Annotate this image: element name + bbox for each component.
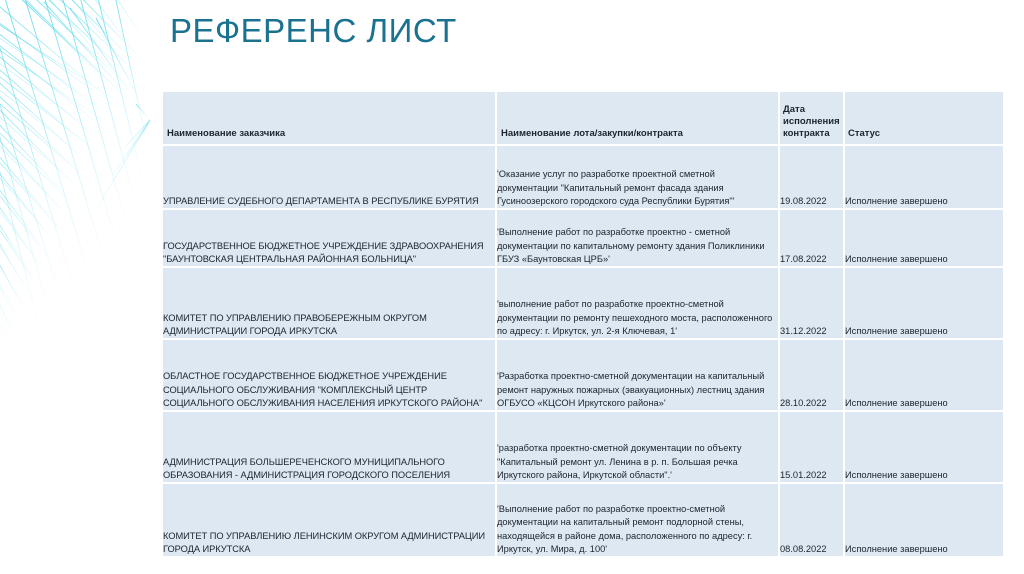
cell-lot: 'Разработка проектно-сметной документации на капитальный ремонт наружных пожарных (эвакуационных) лестниц здания ОГБУСО «КЦСОН Иркутского района»'	[497, 340, 780, 412]
cell-customer: КОМИТЕТ ПО УПРАВЛЕНИЮ ЛЕНИНСКИМ ОКРУГОМ АДМИНИСТРАЦИИ ГОРОДА ИРКУТСКА	[163, 484, 497, 558]
cell-customer: АДМИНИСТРАЦИЯ БОЛЬШЕРЕЧЕНСКОГО МУНИЦИПАЛЬНОГО ОБРАЗОВАНИЯ - АДМИНИСТРАЦИЯ ГОРОДСКОГО ПОСЕЛЕНИЯ	[163, 412, 497, 484]
cell-lot: 'Оказание услуг по разработке проектной сметной документации "Капитальный ремонт фасада здания Гусиноозерского городского суда Республики Бурятия"'	[497, 146, 780, 210]
column-header-customer	[163, 92, 497, 146]
cell-customer: КОМИТЕТ ПО УПРАВЛЕНИЮ ПРАВОБЕРЕЖНЫМ ОКРУГОМ АДМИНИСТРАЦИИ ГОРОДА ИРКУТСКА	[163, 268, 497, 340]
cell-customer: УПРАВЛЕНИЕ СУДЕБНОГО ДЕПАРТАМЕНТА В РЕСПУБЛИКЕ БУРЯТИЯ	[163, 146, 497, 210]
cell-status: Исполнение завершено	[845, 412, 1003, 484]
column-header-customer-label: Наименование заказчика	[167, 128, 286, 139]
column-header-date	[780, 92, 845, 146]
table-row	[163, 412, 1003, 484]
column-header-lot	[497, 92, 780, 146]
cell-status: Исполнение завершено	[845, 484, 1003, 558]
cell-date: 17.08.2022	[780, 210, 845, 268]
table-row	[163, 268, 1003, 340]
table-row	[163, 484, 1003, 558]
cell-lot: 'Выполнение работ по разработке проектно - сметной документации по капитальному ремонту здания Поликлиники ГБУЗ «Баунтовская ЦРБ»'	[497, 210, 780, 268]
cell-customer: ГОСУДАРСТВЕННОЕ БЮДЖЕТНОЕ УЧРЕЖДЕНИЕ ЗДРАВООХРАНЕНИЯ "БАУНТОВСКАЯ ЦЕНТРАЛЬНАЯ РАЙОННАЯ БОЛЬНИЦА"	[163, 210, 497, 268]
cell-date: 19.08.2022	[780, 146, 845, 210]
page-title: РЕФЕРЕНС ЛИСТ	[170, 12, 457, 49]
cell-customer: ОБЛАСТНОЕ ГОСУДАРСТВЕННОЕ БЮДЖЕТНОЕ УЧРЕЖДЕНИЕ СОЦИАЛЬНОГО ОБСЛУЖИВАНИЯ "КОМПЛЕКСНЫЙ ЦЕНТР СОЦИАЛЬНОГО ОБСЛУЖИВАНИЯ НАСЕЛЕНИЯ ИРКУТСКОГО РАЙОНА"	[163, 340, 497, 412]
table-row	[163, 340, 1003, 412]
table-body	[163, 146, 1003, 558]
cell-date: 28.10.2022	[780, 340, 845, 412]
cell-lot: 'выполнение работ по разработке проектно-сметной документации по ремонту пешеходного моста, расположенного по адресу: г. Иркутск, ул. 2-я Ключевая, 1'	[497, 268, 780, 340]
table-header	[163, 92, 1003, 146]
cell-date: 08.08.2022	[780, 484, 845, 558]
cell-status: Исполнение завершено	[845, 268, 1003, 340]
cell-lot: 'разработка проектно-сметной документации по объекту "Капитальный ремонт ул. Ленина в р. п. Большая речка Иркутского района, Иркутской области".'	[497, 412, 780, 484]
table-header-row	[163, 92, 1003, 146]
table-row	[163, 210, 1003, 268]
cell-date: 15.01.2022	[780, 412, 845, 484]
table-row	[163, 146, 1003, 210]
cell-status: Исполнение завершено	[845, 146, 1003, 210]
reference-table-container	[163, 92, 1003, 558]
column-header-lot-label: Наименование лота/закупки/контракта	[501, 128, 683, 139]
column-header-status-label: Статус	[848, 128, 881, 139]
cell-lot: 'Выполнение работ по разработке проектно-сметной документации на капитальный ремонт подлорной стены, находящейся в районе дома, расположенного по адресу: г. Иркутск, ул. Мира, д. 100'	[497, 484, 780, 558]
reference-table	[163, 92, 1003, 558]
column-header-date-label: Дата исполнения контракта	[783, 104, 840, 139]
cell-date: 31.12.2022	[780, 268, 845, 340]
cell-status: Исполнение завершено	[845, 210, 1003, 268]
cell-status: Исполнение завершено	[845, 340, 1003, 412]
column-header-status	[845, 92, 1003, 146]
